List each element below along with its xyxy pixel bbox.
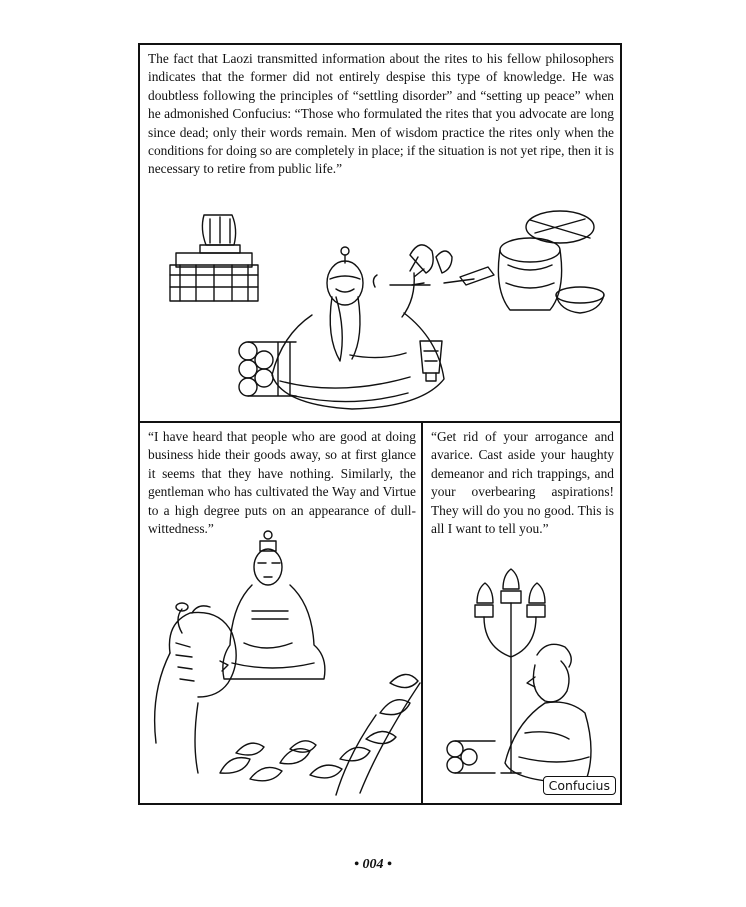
ritual-garments-drawing [170,215,258,301]
cup-drawing [420,341,442,381]
scroll-bundle-drawing [447,741,495,773]
panel-top [140,45,620,423]
scroll-bundle-drawing [239,342,296,396]
foliage-drawing [220,674,420,795]
panel-bottom-right [425,423,620,803]
comic-page-frame [138,43,622,805]
panel-top-caption: The fact that Laozi transmitted information about the rites to his fellow philosophers indicates that the former did not entirely despise this type of knowledge. He was doubtless following the principles of “settling disorder” and “setting up peace” when he admonished Confucius: “Those who formulated the rites that you advocate are long since dead; only their words remain. Men of wisdom practice the rites only when the conditions for doing so are completely in place; if the situation is not yet ripe, then it is necessary to retire from public life.” [148,51,614,177]
page-number: • 004 • [354,857,392,872]
vessels-drawing [373,211,604,313]
panel-bottom-right-caption: “Get rid of your arrogance and avarice. Cast aside your haughty demeanor and rich trappings, and your overbearing aspirations! They will do you no good. This is all I want to tell you.” [431,429,614,537]
confucius-figure-drawing [505,644,591,783]
panel-bottom-left-caption: “I have heard that people who are good at doing business hide their goods away, so at first glance it seems that they have nothing. Similarly, the gentleman who has cultivated the Way and Virtue to a high degree puts on an appearance of dull-wittedness.” [148,429,416,537]
laozi-illustration [140,205,620,421]
merchant-gentleman-illustration [140,523,423,803]
panel-bottom-left [140,423,423,803]
foreground-figure-drawing [155,603,237,773]
seated-gentleman-drawing [223,531,325,679]
character-label: Confucius [543,776,616,795]
laozi-figure-drawing [272,247,444,409]
confucius-illustration [425,543,620,803]
